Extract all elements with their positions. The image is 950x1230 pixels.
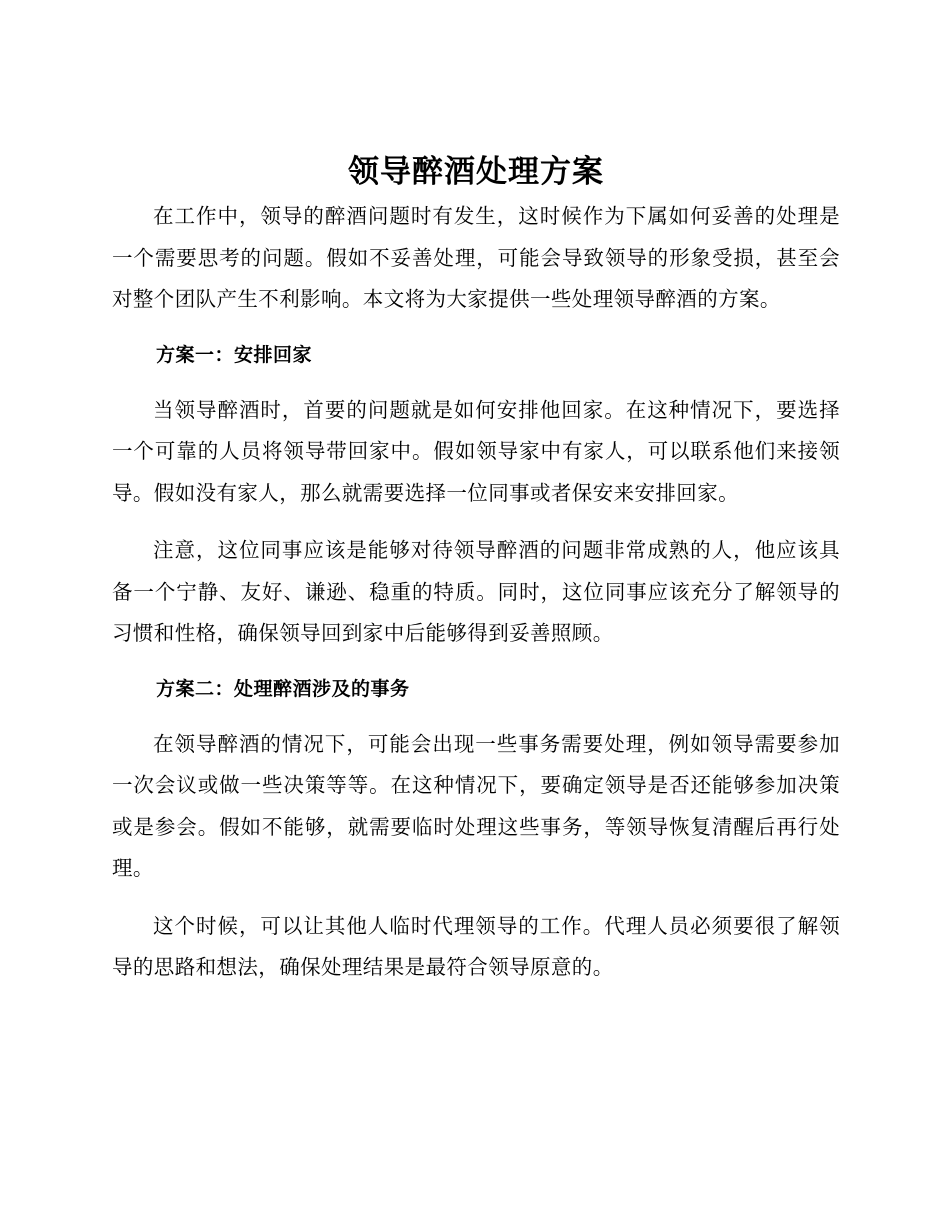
spacer [112, 321, 840, 335]
spacer [112, 655, 840, 669]
document-body [112, 150, 840, 989]
spacer [112, 514, 840, 530]
spacer [112, 376, 840, 390]
section-1-paragraph-1: 当领导醉酒时，首要的问题就是如何安排他回家。在这种情况下，要选择一个可靠的人员将领导带回家中。假如领导家中有家人，可以联系他们来接领导。假如没有家人，那么就需要选择一位同事或者保安来安排回家。 [112, 397, 840, 505]
spacer [112, 890, 840, 906]
section-1-paragraph-2: 注意，这位同事应该是能够对待领导醉酒的问题非常成熟的人，他应该具备一个宁静、友好、谦逊、稳重的特质。同时，这位同事应该充分了解领导的习惯和性格，确保领导回到家中后能够得到妥善照顾。 [112, 538, 840, 645]
document-title: 领导醉酒处理方案 [348, 154, 604, 190]
section-heading-2: 方案二：处理醉酒涉及的事务 [156, 677, 410, 700]
spacer [112, 710, 840, 724]
section-2-paragraph-2: 这个时候，可以让其他人临时代理领导的工作。代理人员必须要很了解领导的思路和想法，确保处理结果是最符合领导原意的。 [112, 913, 840, 979]
section-2-paragraph-1: 在领导醉酒的情况下，可能会出现一些事务需要处理，例如领导需要参加一次会议或做一些决策等等。在这种情况下，要确定领导是否还能够参加决策或是参会。假如不能够，就需要临时处理这些事务，等领导恢复清醒后再行处理。 [112, 731, 840, 880]
intro-paragraph: 在工作中，领导的醉酒问题时有发生，这时候作为下属如何妥善的处理是一个需要思考的问题。假如不妥善处理，可能会导致领导的形象受损，甚至会对整个团队产生不利影响。本文将为大家提供一些处理领导醉酒的方案。 [112, 204, 840, 311]
section-heading-1: 方案一：安排回家 [156, 343, 313, 366]
